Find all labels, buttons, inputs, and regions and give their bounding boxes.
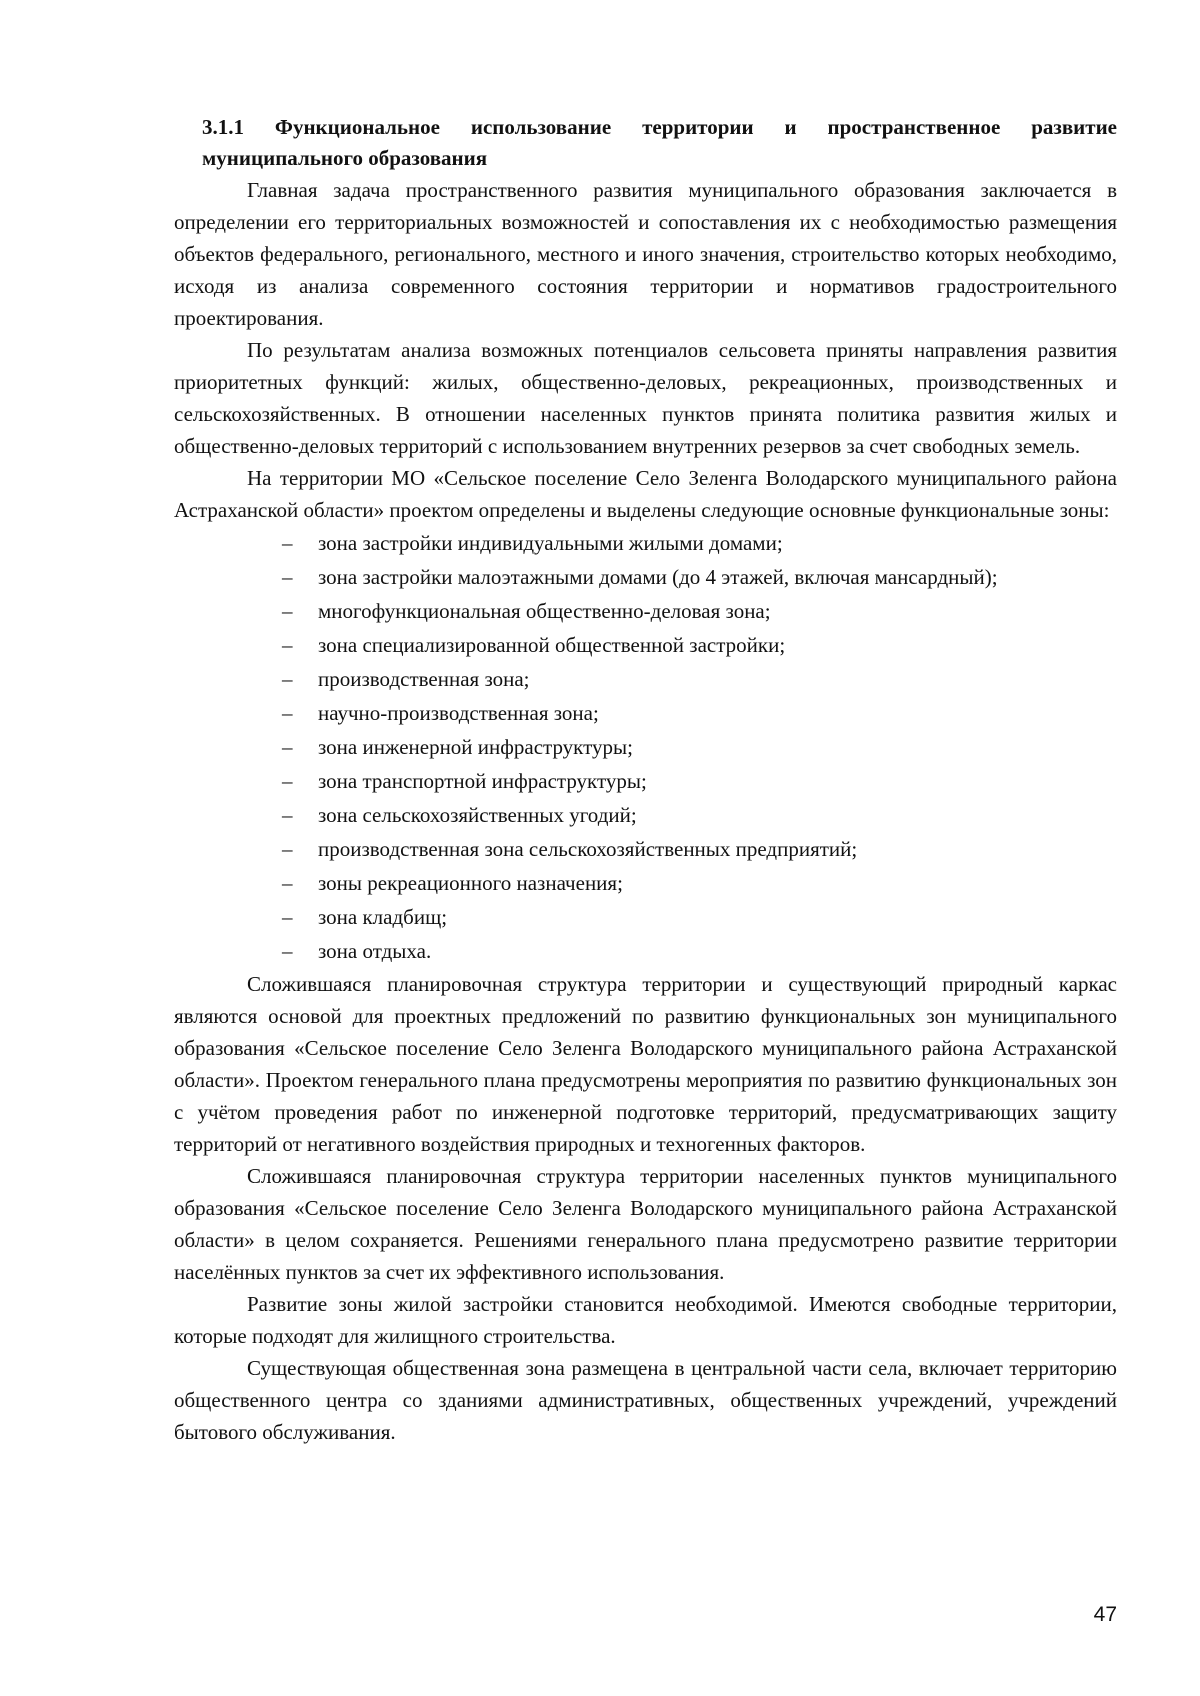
list-item: – зона инженерной инфраструктуры;	[282, 730, 1117, 764]
page-number: 47	[1093, 1603, 1117, 1626]
paragraph: Существующая общественная зона размещена в центральной части села, включает территорию общественного центра со зданиями административных, общественных учреждений, учреждений бытового обслуживания.	[174, 1356, 1117, 1444]
list-item: – зона специализированной общественной застройки;	[282, 628, 1117, 662]
list-item: – зона транспортной инфраструктуры;	[282, 764, 1117, 798]
paragraph: На территории МО «Сельское поселение Село Зеленга Володарского муниципального района Астраханской области» проектом определены и выделены следующие основные функциональные зоны:	[174, 466, 1117, 522]
list-item: – зоны рекреационного назначения;	[282, 866, 1117, 900]
list-item: – производственная зона;	[282, 662, 1117, 696]
paragraph: По результатам анализа возможных потенциалов сельсовета приняты направления развития приоритетных функций: жилых, общественно-деловых, рекреационных, производственных и сельскохозяйственных. В отношении населенных пунктов принята политика развития жилых и общественно-деловых территорий с использованием внутренних резервов за счет свободных земель.	[174, 338, 1117, 458]
list-item: – производственная зона сельскохозяйственных предприятий;	[282, 832, 1117, 866]
paragraph: Сложившаяся планировочная структура территории населенных пунктов муниципального образования «Сельское поселение Село Зеленга Володарского муниципального района Астраханской области» в целом сохраняется. Решениями генерального плана предусмотрено развитие территории населённых пунктов за счет их эффективного использования.	[174, 1164, 1117, 1284]
document-page	[174, 112, 1117, 1448]
list-item: – зона сельскохозяйственных угодий;	[282, 798, 1117, 832]
functional-zones-list	[174, 526, 1117, 968]
list-item: – зона застройки индивидуальными жилыми домами;	[282, 526, 1117, 560]
paragraph: Развитие зоны жилой застройки становится необходимой. Имеются свободные территории, которые подходят для жилищного строительства.	[174, 1292, 1117, 1348]
list-item: – зона кладбищ;	[282, 900, 1117, 934]
list-item: – зона застройки малоэтажными домами (до 4 этажей, включая мансардный);	[282, 560, 1117, 594]
list-item: – многофункциональная общественно-деловая зона;	[282, 594, 1117, 628]
section-heading: 3.1.1 Функциональное использование территории и пространственное развитие муниципального образования	[202, 115, 1117, 170]
list-item: – зона отдыха.	[282, 934, 1117, 968]
paragraph: Сложившаяся планировочная структура территории и существующий природный каркас являются основой для проектных предложений по развитию функциональных зон муниципального образования «Сельское поселение Село Зеленга Володарского муниципального района Астраханской области». Проектом генерального плана предусмотрены мероприятия по развитию функциональных зон с учётом проведения работ по инженерной подготовке территорий, предусматривающих защиту территорий от негативного воздействия природных и техногенных факторов.	[174, 972, 1117, 1156]
paragraph: Главная задача пространственного развития муниципального образования заключается в определении его территориальных возможностей и сопоставления их с необходимостью размещения объектов федерального, регионального, местного и иного значения, строительство которых необходимо, исходя из анализа современного состояния территории и нормативов градостроительного проектирования.	[174, 178, 1117, 330]
list-item: – научно-производственная зона;	[282, 696, 1117, 730]
